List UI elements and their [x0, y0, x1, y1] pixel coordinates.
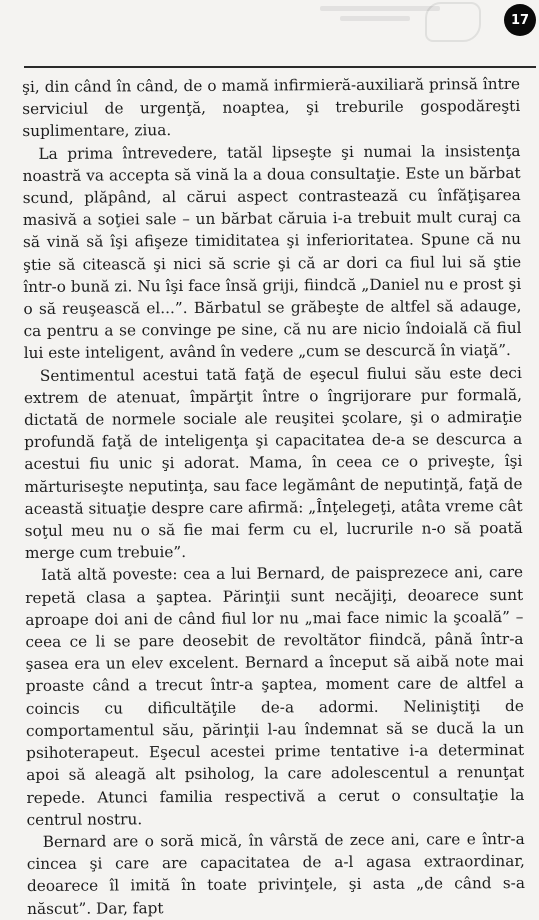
- header-rule: [24, 66, 536, 68]
- paragraph: Bernard are o soră mică, în vârstă de zece ani, care e într-a cincea şi care are capacitatea de a-l agasa extraordinar, deoarece îl imită în toate privinţele, şi asta „de când s-a născut”. Dar, fapt: [26, 829, 525, 918]
- paragraph: şi, din când în când, de o mamă infirmieră-auxiliară prinsă între serviciul de urgenţă, noaptea, şi treburile gospodăreşti suplimentare, ziua.: [22, 74, 521, 141]
- paragraph: La prima întrevedere, tatăl lipseşte şi numai la insistenţa noastră va accepta să vină la a doua consultaţie. Este un bărbat scund, plăpând, al cărui aspect contrastează cu înfăţişarea masivă a soţiei sale – un bărbat căruia i-a trebuit mult curaj ca să vină să îşi afişeze timiditatea şi inferioritatea. Spune că nu ştie să citească şi nici să scrie şi că ar dori ca fiul lui să ştie într-o bună zi. Nu îşi face însă griji, fiindcă „Daniel nu e prost şi o să reuşească el...”. Bărbatul se grăbeşte de altfel să adauge, ca pentru a se convinge pe sine, că nu are nicio îndoială că fiul lui este inteligent, având în vedere „cum se descurcă în viaţă”.: [22, 141, 522, 363]
- paragraph: Sentimentul acestui tată faţă de eşecul fiului său este deci extrem de atenuat, împărţit între o îngrijorare pur formală, dictată de normele sociale ale reuşitei şcolare, şi o admiraţie profundă faţă de inteligenţa şi capacitatea de-a se descurca a acestui fiu unic şi adorat. Mama, în ceea ce o priveşte, îşi mărturiseşte neputinţa, sau face legământ de neputinţă, faţă de această situaţie despre care afirmă: „Înţelegeţi, atâta vreme cât soţul meu nu o să fie mai ferm cu el, lucrurile n-o să poată merge cum trebuie”.: [23, 363, 523, 563]
- show-through-ornament: [425, 2, 481, 42]
- page-number-badge: 17: [504, 4, 536, 36]
- paragraph: Iată altă poveste: cea a lui Bernard, de paisprezece ani, care repetă clasa a şaptea. Părinţii sunt necăjiţi, deoarece sunt aproape doi ani de când fiul lor nu „mai face nimic la şcoală” – ceea ce li se pare deosebit de revoltător fiindcă, până într-a şasea era un elev excelent. Bernard a început să aibă note mai proaste când a trecut într-a şaptea, moment care de altfel a coincis cu dificultăţile de-a adormi. Neliniştiţi de comportamentul său, părinţii l-au îndemnat să se ducă la un psihoterapeut. Eşecul acestei prime tentative i-a determinat apoi să aleagă alt psiholog, la care adolescentul a renunţat repede. Atunci familia respectivă a cerut o consultaţie la centrul nostru.: [25, 563, 525, 829]
- body-text: [22, 73, 525, 920]
